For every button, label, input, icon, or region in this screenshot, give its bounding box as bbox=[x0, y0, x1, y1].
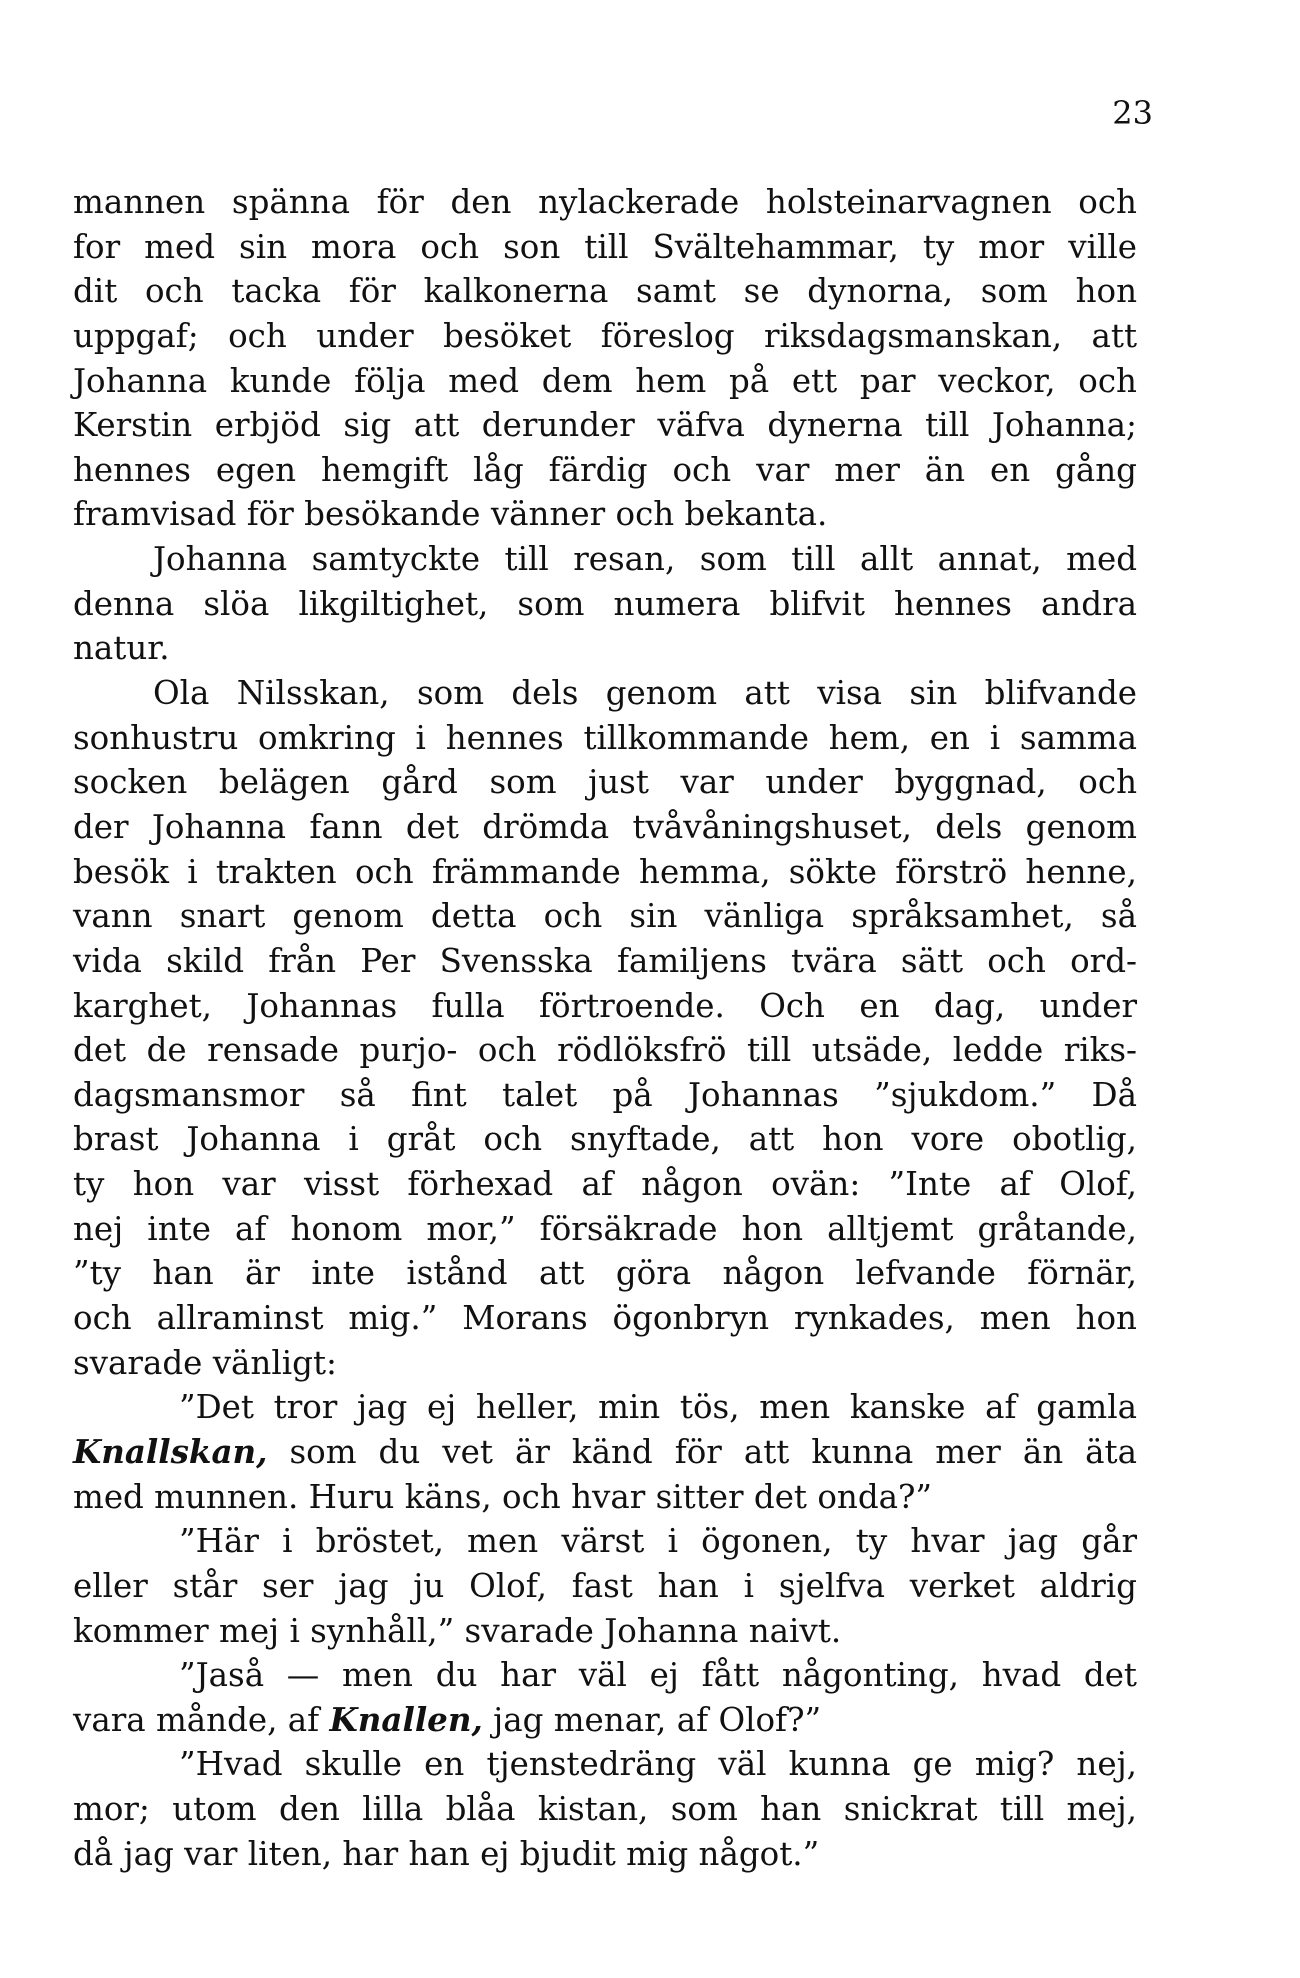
text-line: Kerstin erbjöd sig att derunder väfva dynerna till Johanna; bbox=[73, 406, 1137, 445]
text-line: besök i trakten och främmande hemma, sökte förströ henne, bbox=[73, 852, 1137, 891]
text-line: kommer mej i synhåll,” svarade Johanna naivt. bbox=[73, 1611, 842, 1650]
text-line: det de rensade purjo- och rödlöksfrö till utsäde, ledde riks- bbox=[73, 1031, 1137, 1070]
text-line: ”Hvad skulle en tjenstedräng väl kunna ge mig? nej, bbox=[179, 1745, 1137, 1784]
text-line: ”Jaså — men du har väl ej fått någonting, hvad det bbox=[179, 1656, 1137, 1695]
italic-name: Knallen, bbox=[329, 1699, 483, 1739]
text-line: och allraminst mig.” Morans ögonbryn rynkades, men hon bbox=[73, 1299, 1137, 1338]
text-line: med munnen. Huru käns, och hvar sitter det onda?” bbox=[73, 1477, 933, 1516]
text-line: dagsmansmor så fint talet på Johannas ”sjukdom.” Då bbox=[73, 1075, 1137, 1114]
text-line: då jag var liten, har han ej bjudit mig något.” bbox=[73, 1834, 820, 1873]
text-line: mannen spänna för den nylackerade holsteinarvagnen och bbox=[73, 183, 1137, 221]
text-line: der Johanna fann det drömda tvåvåningshuset, dels genom bbox=[73, 807, 1137, 846]
text-line: eller står ser jag ju Olof, fast han i sjelfva verket aldrig bbox=[73, 1566, 1137, 1605]
page-number: 23 bbox=[1112, 94, 1153, 132]
text-line: Ola Nilsskan, som dels genom att visa sin blifvande bbox=[153, 674, 1137, 713]
text-line: natur. bbox=[73, 629, 170, 668]
text-line: Johanna kunde följa med dem hem på ett par veckor, och bbox=[73, 361, 1137, 400]
text-line: karghet, Johannas fulla förtroende. Och en dag, under bbox=[73, 986, 1137, 1025]
text-span: som du vet är känd för att kunna mer än äta bbox=[267, 1432, 1137, 1471]
text-line bbox=[73, 1430, 1137, 1475]
text-line: ty hon var visst förhexad af någon ovän: ”Inte af Olof, bbox=[73, 1165, 1137, 1204]
text-span: vara månde, af bbox=[73, 1700, 330, 1739]
text-line: denna slöa likgiltighet, som numera blifvit hennes andra bbox=[73, 584, 1137, 623]
text-line: nej inte af honom mor,” försäkrade hon alltjemt gråtande, bbox=[73, 1209, 1137, 1248]
text-line: framvisad för besökande vänner och bekanta. bbox=[73, 495, 828, 534]
text-line: vida skild från Per Svensska familjens tvära sätt och ord- bbox=[73, 941, 1137, 980]
text-line: Johanna samtyckte till resan, som till allt annat, med bbox=[153, 540, 1137, 579]
text-line: sonhustru omkring i hennes tillkommande hem, en i samma bbox=[73, 718, 1137, 757]
text-line: vann snart genom detta och sin vänliga språksamhet, så bbox=[73, 897, 1137, 936]
text-line: ”Här i bröstet, men värst i ögonen, ty hvar jag går bbox=[179, 1522, 1137, 1561]
text-line: mor; utom den lilla blåa kistan, som han snickrat till mej, bbox=[73, 1790, 1137, 1829]
text-line: brast Johanna i gråt och snyftade, att hon vore obotlig, bbox=[73, 1120, 1137, 1159]
text-line: dit och tacka för kalkonerna samt se dynorna, som hon bbox=[73, 272, 1137, 311]
text-line: ”ty han är inte istånd att göra någon lefvande förnär, bbox=[73, 1254, 1137, 1293]
text-line: socken belägen gård som just var under byggnad, och bbox=[73, 763, 1137, 802]
text-line: ”Det tror jag ej heller, min tös, men kanske af gamla bbox=[179, 1388, 1137, 1427]
text-line: hennes egen hemgift låg färdig och var mer än en gång bbox=[73, 450, 1137, 489]
text-line: svarade vänligt: bbox=[73, 1343, 337, 1382]
body-text bbox=[73, 180, 1137, 1876]
text-span: jag menar, af Olof?” bbox=[482, 1700, 822, 1739]
italic-name: Knallskan, bbox=[73, 1431, 268, 1471]
text-line bbox=[73, 1698, 1137, 1743]
text-line: for med sin mora och son till Svältehammar, ty mor ville bbox=[73, 227, 1137, 266]
text-line: uppgaf; och under besöket föreslog riksdagsmanskan, att bbox=[73, 316, 1137, 355]
